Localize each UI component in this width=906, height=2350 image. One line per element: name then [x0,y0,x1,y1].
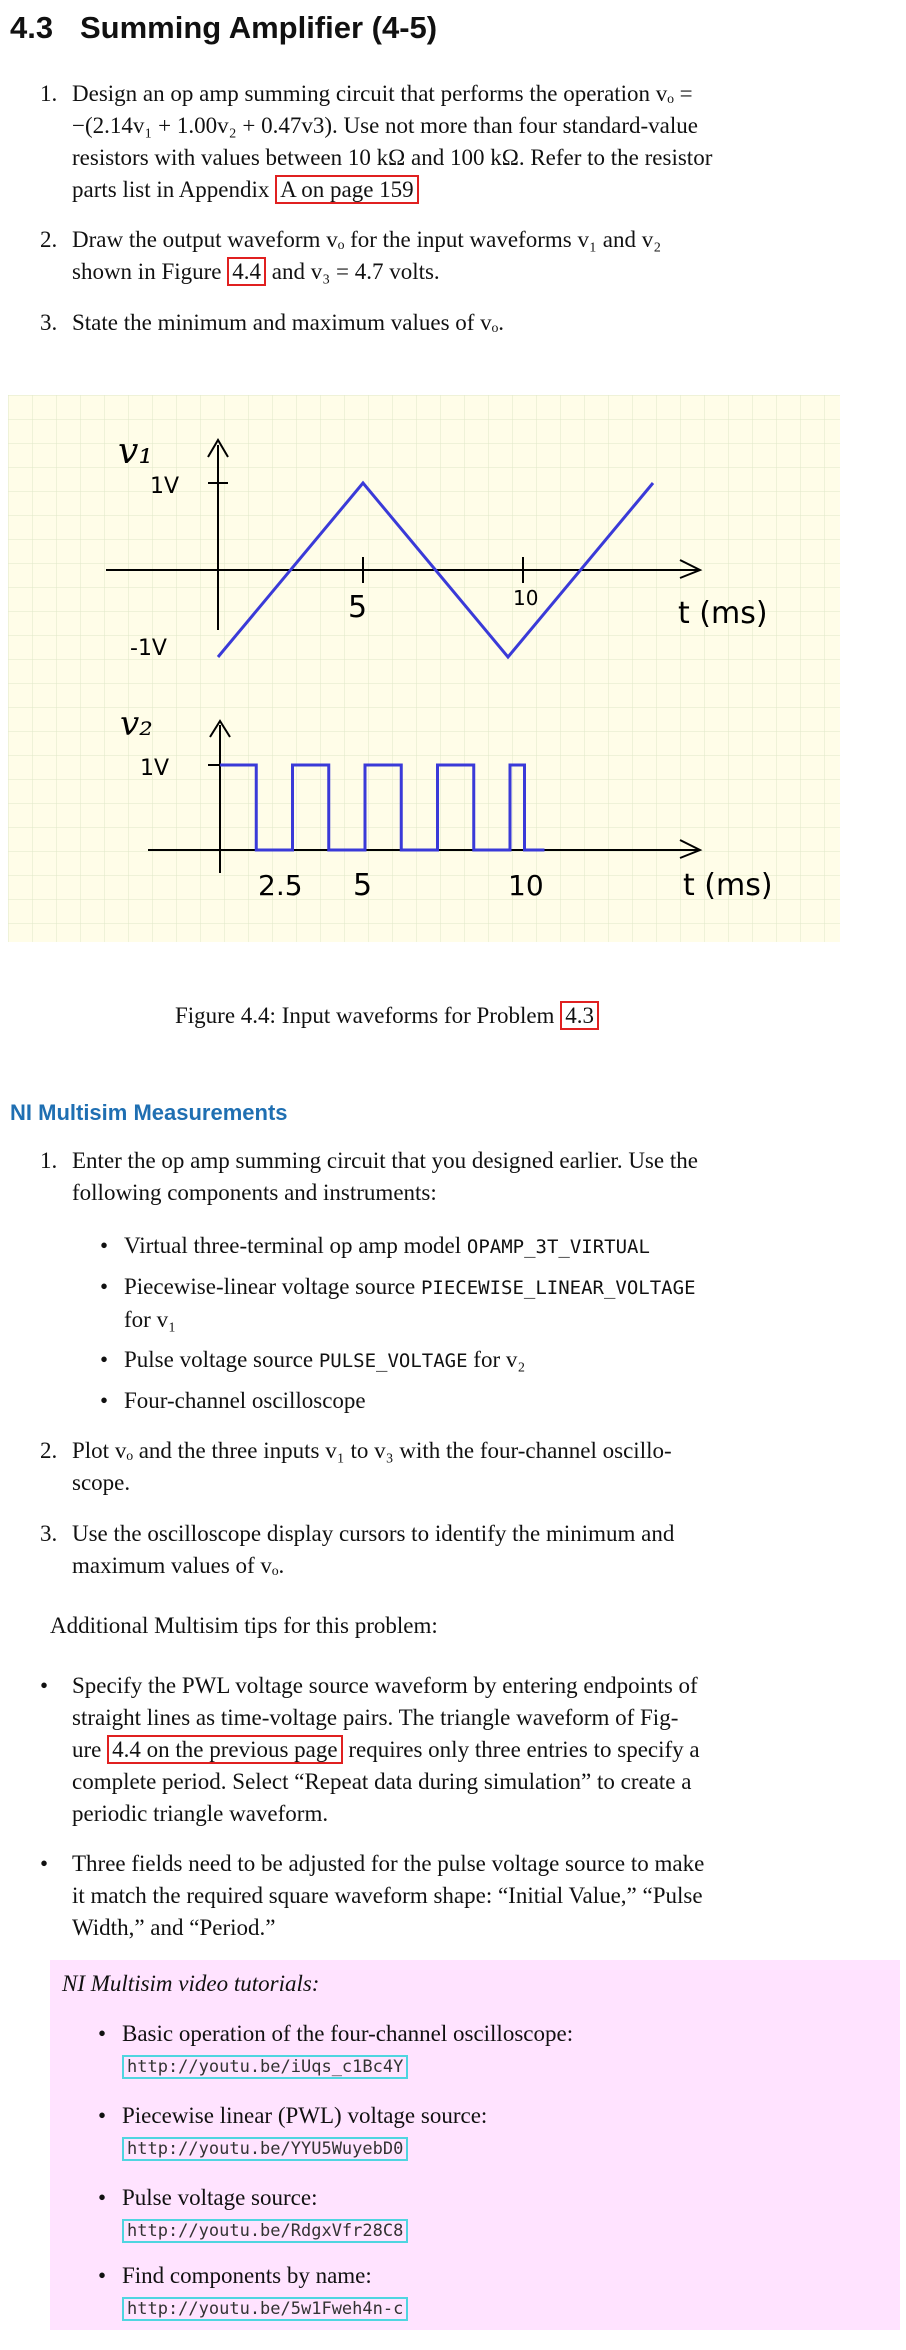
tip-line [72,1734,840,1766]
problem-line: −(2.14v₁ + 1.00v₂ + 0.47v3). Use not more than four standard-value [72,113,698,138]
section-number: 4.3 [10,10,54,45]
figure-caption [175,1000,599,1032]
item-line: maximum values of vₒ. [72,1553,285,1578]
problem-line [72,256,840,288]
problem-1 [40,78,840,206]
problem-2 [40,224,840,288]
v2-tick-5: 5 [353,868,373,903]
ni-item-1 [40,1145,840,1209]
v1-pos-label: 1V [150,474,180,499]
bullet: • [98,2185,107,2210]
item-line: scope. [72,1470,131,1495]
bullet: • [100,1347,109,1372]
v2-label: v₂ [120,704,153,744]
tip-line: periodic triangle waveform. [72,1801,329,1826]
section-heading [10,10,437,46]
item-line: Plot vₒ and the three inputs v₁ to v₃ with the four-channel oscillo- [72,1438,672,1463]
video-link[interactable]: http://youtu.be/5w1Fweh4n-c [122,2297,408,2321]
item-line: following components and instruments: [72,1180,437,1205]
problem-line: Draw the output waveform vₒ for the input waveforms v₁ and v₂ [72,227,662,252]
problem-text: parts list in Appendix [72,177,276,202]
ni-heading: NI Multisim Measurements [10,1100,288,1125]
list-item [100,1271,840,1336]
tip-line: straight lines as time-voltage pairs. The triangle waveform of Fig- [72,1705,679,1730]
tips-heading: Additional Multisim tips for this problem: [50,1613,438,1638]
video-item [98,2100,878,2164]
figure-link[interactable]: 4.4 on the previous page [107,1735,342,1764]
v1-tick-10: 10 [513,586,539,610]
item-text: Piecewise-linear voltage source [124,1274,421,1299]
item-number: 1. [40,1148,58,1173]
item-text: Virtual three-terminal op amp model [124,1233,467,1258]
item-code: OPAMP_3T_VIRTUAL [466,1236,650,1258]
video-label: Piecewise linear (PWL) voltage source: [122,2103,488,2128]
bullet: • [98,2103,107,2128]
bullet: • [100,1274,109,1299]
v1-tick-5: 5 [348,590,368,625]
item-code: PULSE_VOLTAGE [318,1350,468,1372]
v2-level-label: 1V [140,756,170,781]
tip-line: complete period. Select “Repeat data during simulation” to create a [72,1769,692,1794]
list-item [100,1344,840,1377]
problem-line: Design an op amp summing circuit that performs the operation vₒ = [72,81,693,106]
waveform-svg [8,395,840,942]
item-text: Four-channel oscilloscope [124,1388,366,1413]
section-title: Summing Amplifier (4-5) [80,10,438,45]
bullet: • [100,1233,109,1258]
tip-1 [40,1670,840,1830]
item-number: 2. [40,1438,58,1463]
problem-text: shown in Figure [72,259,228,284]
tip-text: ure [72,1737,108,1762]
video-label: Pulse voltage source: [122,2185,318,2210]
video-link[interactable]: http://youtu.be/RdgxVfr28C8 [122,2219,408,2243]
video-item [98,2182,878,2246]
item-line: Use the oscilloscope display cursors to identify the minimum and [72,1521,675,1546]
list-item [100,1230,840,1263]
problem-line [72,174,840,206]
video-item [98,2260,878,2324]
v2-time-label: t (ms) [683,868,773,903]
bullet: • [100,1388,109,1413]
tip-line: it match the required square waveform shape: “Initial Value,” “Pulse [72,1883,703,1908]
item-text: for v₁ [124,1307,177,1332]
tip-2 [40,1848,840,1944]
problem-line: resistors with values between 10 kΩ and 100 kΩ. Refer to the resistor [72,145,713,170]
bullet: • [40,1851,49,1876]
problem-line: State the minimum and maximum values of vₒ. [72,310,505,335]
list-item [100,1385,840,1417]
bullet: • [98,2263,107,2288]
video-tutorials-box [50,1960,900,2330]
ni-item-2 [40,1435,840,1499]
problem-number: 2. [40,227,58,252]
problem-number: 3. [40,310,58,335]
video-link[interactable]: http://youtu.be/YYU5WuyebD0 [122,2137,408,2161]
ni-item-3 [40,1518,840,1582]
tip-line: Specify the PWL voltage source waveform by entering endpoints of [72,1673,698,1698]
problem-3 [40,307,840,339]
v2-tick-2-5: 2.5 [258,869,303,902]
waveform-figure [8,395,840,942]
appendix-link[interactable]: A on page 159 [275,175,419,204]
video-label: Basic operation of the four-channel oscilloscope: [122,2021,574,2046]
tip-line: Three fields need to be adjusted for the pulse voltage source to make [72,1851,705,1876]
problem-text: and v₃ = 4.7 volts. [266,259,440,284]
figure-link[interactable]: 4.4 [227,257,266,286]
problem-link[interactable]: 4.3 [560,1001,599,1030]
item-code: PIECEWISE_LINEAR_VOLTAGE [420,1277,696,1299]
components-list [100,1230,840,1417]
bullet: • [40,1673,49,1698]
tip-line: Width,” and “Period.” [72,1915,276,1940]
item-line: Enter the op amp summing circuit that you designed earlier. Use the [72,1148,698,1173]
v2-tick-10: 10 [508,869,544,902]
item-text: Pulse voltage source [124,1347,319,1372]
problem-number: 1. [40,81,58,106]
grid [8,395,840,942]
caption-text: Figure 4.4: Input waveforms for Problem [175,1003,561,1028]
video-link[interactable]: http://youtu.be/iUqs_c1Bc4Y [122,2055,408,2079]
video-label: Find components by name: [122,2263,372,2288]
video-item [98,2018,878,2082]
item-number: 3. [40,1521,58,1546]
v1-time-label: t (ms) [678,596,768,631]
bullet: • [98,2021,107,2046]
v1-neg-label: -1V [130,636,167,661]
video-heading: NI Multisim video tutorials: [62,1971,320,1996]
item-text: for v₂ [467,1347,526,1372]
v1-label: v₁ [118,431,153,472]
tip-text: requires only three entries to specify a [342,1737,700,1762]
